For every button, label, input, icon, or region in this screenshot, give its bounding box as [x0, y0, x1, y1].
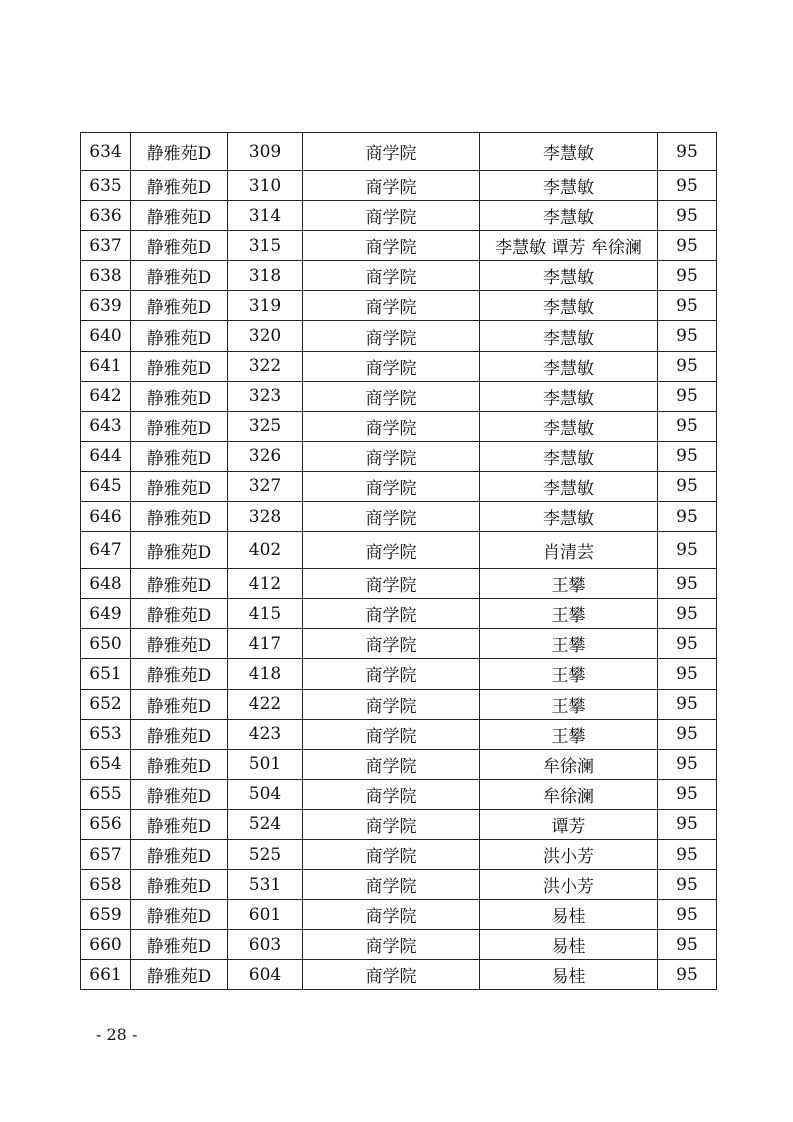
building-cell: 静雅苑D	[131, 629, 228, 659]
room-number-cell: 320	[228, 321, 303, 351]
row-number-cell: 648	[81, 569, 131, 599]
room-number-cell: 422	[228, 689, 303, 719]
advisor-cell: 李慧敏	[480, 441, 658, 471]
score-cell: 95	[658, 171, 717, 201]
score-cell: 95	[658, 629, 717, 659]
advisor-cell: 洪小芳	[480, 870, 658, 900]
college-cell: 商学院	[303, 659, 480, 689]
score-cell: 95	[658, 599, 717, 629]
building-cell: 静雅苑D	[131, 411, 228, 441]
score-cell: 95	[658, 321, 717, 351]
score-cell: 95	[658, 569, 717, 599]
college-cell: 商学院	[303, 689, 480, 719]
advisor-cell: 李慧敏	[480, 171, 658, 201]
score-cell: 95	[658, 689, 717, 719]
table-row	[81, 719, 717, 749]
building-cell: 静雅苑D	[131, 659, 228, 689]
row-number-cell: 635	[81, 171, 131, 201]
row-number-cell: 655	[81, 779, 131, 809]
score-cell: 95	[658, 133, 717, 171]
building-cell: 静雅苑D	[131, 201, 228, 231]
row-number-cell: 660	[81, 930, 131, 960]
room-number-cell: 328	[228, 502, 303, 532]
college-cell: 商学院	[303, 839, 480, 869]
table-row	[81, 261, 717, 291]
row-number-cell: 644	[81, 441, 131, 471]
building-cell: 静雅苑D	[131, 261, 228, 291]
advisor-cell: 李慧敏	[480, 381, 658, 411]
room-number-cell: 402	[228, 532, 303, 569]
row-number-cell: 656	[81, 809, 131, 839]
college-cell: 商学院	[303, 870, 480, 900]
advisor-cell: 李慧敏	[480, 471, 658, 501]
college-cell: 商学院	[303, 629, 480, 659]
row-number-cell: 637	[81, 231, 131, 261]
building-cell: 静雅苑D	[131, 779, 228, 809]
room-number-cell: 323	[228, 381, 303, 411]
building-cell: 静雅苑D	[131, 719, 228, 749]
building-cell: 静雅苑D	[131, 291, 228, 321]
building-cell: 静雅苑D	[131, 471, 228, 501]
row-number-cell: 649	[81, 599, 131, 629]
row-number-cell: 646	[81, 502, 131, 532]
room-number-cell: 326	[228, 441, 303, 471]
building-cell: 静雅苑D	[131, 900, 228, 930]
advisor-cell: 王攀	[480, 689, 658, 719]
score-cell: 95	[658, 809, 717, 839]
building-cell: 静雅苑D	[131, 809, 228, 839]
score-cell: 95	[658, 231, 717, 261]
table-row	[81, 321, 717, 351]
college-cell: 商学院	[303, 201, 480, 231]
room-number-cell: 531	[228, 870, 303, 900]
room-number-cell: 423	[228, 719, 303, 749]
row-number-cell: 645	[81, 471, 131, 501]
table-row	[81, 629, 717, 659]
table-row	[81, 900, 717, 930]
room-number-cell: 524	[228, 809, 303, 839]
advisor-cell: 易桂	[480, 930, 658, 960]
advisor-cell: 李慧敏	[480, 261, 658, 291]
room-number-cell: 322	[228, 351, 303, 381]
college-cell: 商学院	[303, 930, 480, 960]
room-number-cell: 604	[228, 960, 303, 990]
college-cell: 商学院	[303, 809, 480, 839]
score-cell: 95	[658, 381, 717, 411]
room-number-cell: 314	[228, 201, 303, 231]
room-number-cell: 412	[228, 569, 303, 599]
college-cell: 商学院	[303, 171, 480, 201]
row-number-cell: 636	[81, 201, 131, 231]
score-cell: 95	[658, 960, 717, 990]
advisor-cell: 牟徐澜	[480, 749, 658, 779]
building-cell: 静雅苑D	[131, 689, 228, 719]
score-cell: 95	[658, 900, 717, 930]
row-number-cell: 647	[81, 532, 131, 569]
building-cell: 静雅苑D	[131, 171, 228, 201]
page-number: - 28 -	[96, 1025, 138, 1044]
advisor-cell: 易桂	[480, 900, 658, 930]
advisor-cell: 易桂	[480, 960, 658, 990]
room-number-cell: 309	[228, 133, 303, 171]
dorm-score-table	[80, 132, 717, 990]
college-cell: 商学院	[303, 900, 480, 930]
table-row	[81, 870, 717, 900]
table-row	[81, 351, 717, 381]
table-row	[81, 689, 717, 719]
room-number-cell: 325	[228, 411, 303, 441]
room-number-cell: 318	[228, 261, 303, 291]
table-row	[81, 441, 717, 471]
room-number-cell: 417	[228, 629, 303, 659]
score-cell: 95	[658, 839, 717, 869]
advisor-cell: 王攀	[480, 659, 658, 689]
row-number-cell: 638	[81, 261, 131, 291]
row-number-cell: 650	[81, 629, 131, 659]
college-cell: 商学院	[303, 321, 480, 351]
college-cell: 商学院	[303, 351, 480, 381]
table-row	[81, 502, 717, 532]
score-cell: 95	[658, 201, 717, 231]
building-cell: 静雅苑D	[131, 930, 228, 960]
row-number-cell: 657	[81, 839, 131, 869]
advisor-cell: 王攀	[480, 719, 658, 749]
college-cell: 商学院	[303, 291, 480, 321]
row-number-cell: 661	[81, 960, 131, 990]
building-cell: 静雅苑D	[131, 133, 228, 171]
table-row	[81, 171, 717, 201]
row-number-cell: 639	[81, 291, 131, 321]
college-cell: 商学院	[303, 719, 480, 749]
table-row	[81, 930, 717, 960]
table-row	[81, 532, 717, 569]
score-cell: 95	[658, 870, 717, 900]
building-cell: 静雅苑D	[131, 321, 228, 351]
advisor-cell: 李慧敏	[480, 201, 658, 231]
score-cell: 95	[658, 502, 717, 532]
building-cell: 静雅苑D	[131, 749, 228, 779]
score-cell: 95	[658, 719, 717, 749]
building-cell: 静雅苑D	[131, 599, 228, 629]
building-cell: 静雅苑D	[131, 441, 228, 471]
building-cell: 静雅苑D	[131, 231, 228, 261]
row-number-cell: 651	[81, 659, 131, 689]
table-row	[81, 291, 717, 321]
college-cell: 商学院	[303, 381, 480, 411]
row-number-cell: 642	[81, 381, 131, 411]
advisor-cell: 谭芳	[480, 809, 658, 839]
building-cell: 静雅苑D	[131, 839, 228, 869]
score-cell: 95	[658, 261, 717, 291]
score-cell: 95	[658, 471, 717, 501]
room-number-cell: 310	[228, 171, 303, 201]
advisor-cell: 洪小芳	[480, 839, 658, 869]
building-cell: 静雅苑D	[131, 532, 228, 569]
score-cell: 95	[658, 749, 717, 779]
room-number-cell: 327	[228, 471, 303, 501]
row-number-cell: 652	[81, 689, 131, 719]
room-number-cell: 319	[228, 291, 303, 321]
row-number-cell: 653	[81, 719, 131, 749]
row-number-cell: 659	[81, 900, 131, 930]
room-number-cell: 504	[228, 779, 303, 809]
score-cell: 95	[658, 441, 717, 471]
room-number-cell: 501	[228, 749, 303, 779]
row-number-cell: 634	[81, 133, 131, 171]
table-row	[81, 471, 717, 501]
college-cell: 商学院	[303, 532, 480, 569]
table-row	[81, 201, 717, 231]
college-cell: 商学院	[303, 502, 480, 532]
table-row	[81, 659, 717, 689]
advisor-cell: 牟徐澜	[480, 779, 658, 809]
building-cell: 静雅苑D	[131, 960, 228, 990]
college-cell: 商学院	[303, 441, 480, 471]
college-cell: 商学院	[303, 133, 480, 171]
table-row	[81, 411, 717, 441]
advisor-cell: 王攀	[480, 599, 658, 629]
room-number-cell: 603	[228, 930, 303, 960]
score-cell: 95	[658, 930, 717, 960]
advisor-cell: 李慧敏	[480, 321, 658, 351]
table-row	[81, 599, 717, 629]
table-row	[81, 569, 717, 599]
college-cell: 商学院	[303, 960, 480, 990]
college-cell: 商学院	[303, 569, 480, 599]
college-cell: 商学院	[303, 261, 480, 291]
table-row	[81, 133, 717, 171]
advisor-cell: 王攀	[480, 569, 658, 599]
table-row	[81, 381, 717, 411]
college-cell: 商学院	[303, 749, 480, 779]
college-cell: 商学院	[303, 411, 480, 441]
table-body	[81, 133, 717, 990]
building-cell: 静雅苑D	[131, 569, 228, 599]
college-cell: 商学院	[303, 599, 480, 629]
room-number-cell: 415	[228, 599, 303, 629]
room-number-cell: 601	[228, 900, 303, 930]
row-number-cell: 658	[81, 870, 131, 900]
table-row	[81, 779, 717, 809]
college-cell: 商学院	[303, 231, 480, 261]
room-number-cell: 315	[228, 231, 303, 261]
score-cell: 95	[658, 411, 717, 441]
advisor-cell: 李慧敏 谭芳 牟徐澜	[480, 231, 658, 261]
table-row	[81, 960, 717, 990]
college-cell: 商学院	[303, 471, 480, 501]
row-number-cell: 640	[81, 321, 131, 351]
room-number-cell: 418	[228, 659, 303, 689]
building-cell: 静雅苑D	[131, 351, 228, 381]
advisor-cell: 李慧敏	[480, 133, 658, 171]
advisor-cell: 李慧敏	[480, 351, 658, 381]
building-cell: 静雅苑D	[131, 502, 228, 532]
building-cell: 静雅苑D	[131, 870, 228, 900]
table-row	[81, 749, 717, 779]
room-number-cell: 525	[228, 839, 303, 869]
college-cell: 商学院	[303, 779, 480, 809]
advisor-cell: 李慧敏	[480, 411, 658, 441]
table-row	[81, 231, 717, 261]
advisor-cell: 肖清芸	[480, 532, 658, 569]
score-cell: 95	[658, 351, 717, 381]
score-cell: 95	[658, 779, 717, 809]
advisor-cell: 李慧敏	[480, 291, 658, 321]
row-number-cell: 654	[81, 749, 131, 779]
score-cell: 95	[658, 659, 717, 689]
advisor-cell: 李慧敏	[480, 502, 658, 532]
row-number-cell: 641	[81, 351, 131, 381]
table-row	[81, 839, 717, 869]
table-row	[81, 809, 717, 839]
score-cell: 95	[658, 291, 717, 321]
building-cell: 静雅苑D	[131, 381, 228, 411]
score-cell: 95	[658, 532, 717, 569]
row-number-cell: 643	[81, 411, 131, 441]
advisor-cell: 王攀	[480, 629, 658, 659]
